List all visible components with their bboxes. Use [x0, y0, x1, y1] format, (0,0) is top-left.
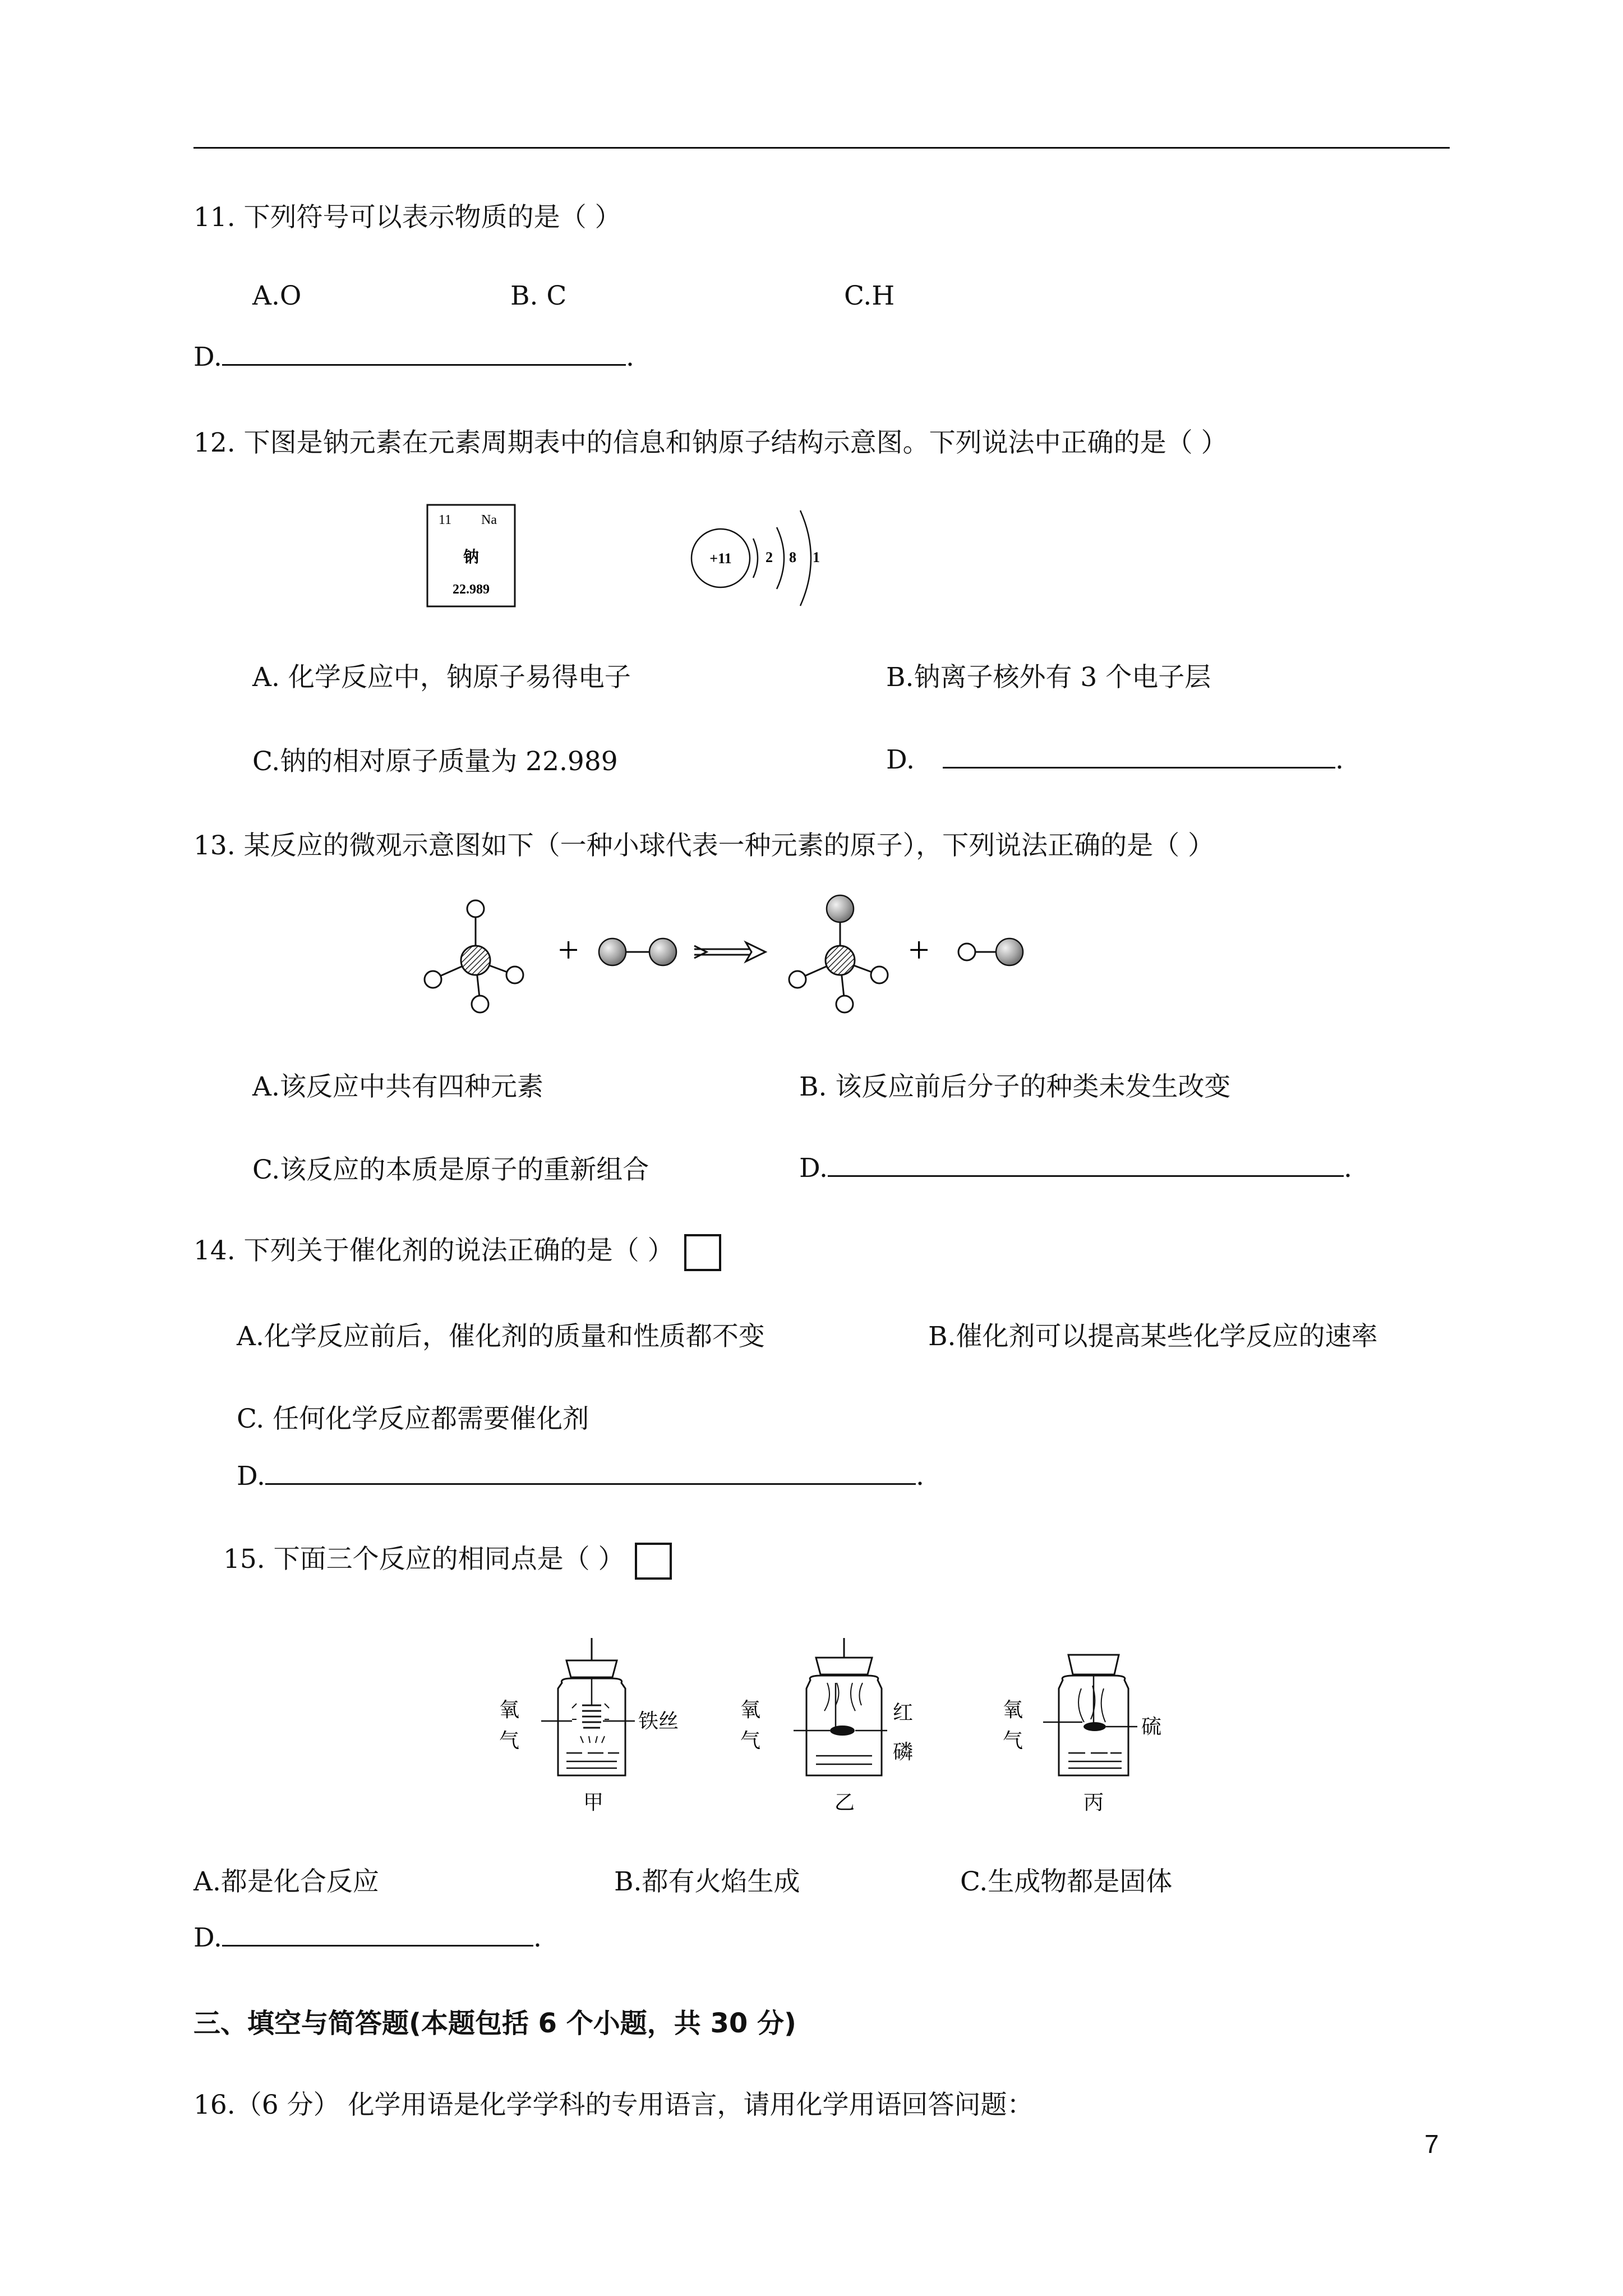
jar-3-caption: 丙 [1083, 1791, 1104, 1814]
jar-2-caption: 乙 [834, 1791, 855, 1814]
question-11-stem: 11. 下列符号可以表示物质的是（ ） [193, 202, 621, 233]
option-d-end: . [533, 1922, 542, 1953]
question-14-option-b: B.催化剂可以提高某些化学反应的速率 [928, 1321, 1378, 1352]
jar-3-gas-top: 氧 [1003, 1699, 1023, 1721]
answer-blank[interactable] [943, 740, 1335, 769]
reactant-molecule-1 [425, 900, 523, 1013]
jar-1-gas-top: 氧 [499, 1699, 520, 1721]
question-15-option-a: A.都是化合反应 [193, 1866, 379, 1897]
question-14-text: 14. 下列关于催化剂的说法正确的是（ ） [193, 1235, 674, 1266]
product-molecule-2 [958, 938, 1023, 965]
question-15-option-c: C.生成物都是固体 [960, 1866, 1173, 1897]
shell-1-count: 2 [766, 549, 773, 565]
question-15-option-d [193, 1918, 542, 1953]
shell-3-count: 1 [813, 549, 820, 565]
reactant-molecule-2 [599, 938, 676, 965]
answer-blank[interactable] [222, 338, 626, 366]
sodium-periodic-tile [426, 504, 516, 608]
jar-iron-wire [499, 1638, 679, 1814]
question-11-option-c: C.H [844, 280, 895, 311]
option-d-end: . [1335, 744, 1344, 775]
answer-blank[interactable] [828, 1149, 1344, 1177]
question-13-option-b: B. 该反应前后分子的种类未发生改变 [799, 1071, 1231, 1102]
header-rule [193, 147, 1450, 149]
question-14-option-d [237, 1457, 924, 1492]
jar-2-substance-top: 红 [893, 1701, 914, 1724]
option-d-label: D. [193, 342, 222, 372]
jar-2-gas-top: 氧 [740, 1699, 761, 1721]
sodium-atom-structure [687, 499, 838, 617]
option-d-label: D. [237, 1461, 265, 1492]
jar-red-phosphorus [740, 1638, 913, 1814]
plus-sign-1: + [558, 930, 579, 970]
answer-blank[interactable] [222, 1918, 533, 1947]
question-15-option-b: B.都有火焰生成 [614, 1866, 800, 1897]
jar-2-substance-bottom: 磷 [893, 1741, 914, 1763]
question-12-option-b: B.钠离子核外有 3 个电子层 [886, 662, 1211, 693]
nucleus-charge: +11 [709, 550, 732, 567]
product-molecule-1 [789, 895, 888, 1013]
jar-2-gas-bottom: 气 [740, 1729, 761, 1752]
question-13-stem: 13. 某反应的微观示意图如下（一种小球代表一种元素的原子），下列说法正确的是（ ） [193, 830, 1215, 861]
answer-blank[interactable] [265, 1457, 916, 1485]
question-12-stem: 12. 下图是钠元素在元素周期表中的信息和钠原子结构示意图。下列说法中正确的是（ ） [193, 427, 1228, 458]
question-14-option-c: C. 任何化学反应都需要催化剂 [237, 1404, 589, 1434]
question-15-text: 15. 下面三个反应的相同点是（ ） [223, 1544, 625, 1575]
question-12-option-a: A. 化学反应中，钠原子易得电子 [252, 662, 631, 693]
option-d-label: D. [886, 744, 915, 775]
question-13-option-d [799, 1149, 1352, 1184]
question-13-option-a: A.该反应中共有四种元素 [252, 1071, 543, 1102]
jar-1-caption: 甲 [583, 1791, 604, 1814]
option-d-end: . [625, 342, 634, 372]
jar-3-substance: 硫 [1141, 1715, 1162, 1738]
jar-sulfur [1003, 1655, 1161, 1814]
page-number: 7 [1424, 2129, 1439, 2159]
reaction-micro-diagram [415, 892, 1054, 1027]
question-11-option-b: B. C [510, 280, 567, 311]
section-3-title: 三、填空与简答题(本题包括 6 个小题，共 30 分) [193, 2008, 796, 2039]
question-15-stem [223, 1538, 672, 1580]
tile-atomic-number: 11 [439, 513, 452, 527]
jar-1-gas-bottom: 气 [499, 1729, 520, 1752]
option-d-label: D. [799, 1153, 828, 1184]
question-11-option-d [193, 338, 634, 372]
jar-3-gas-bottom: 气 [1003, 1729, 1023, 1752]
jar-1-substance: 铁丝 [638, 1710, 679, 1732]
combustion-jars-figure [488, 1627, 1183, 1829]
question-11-option-a: A.O [252, 280, 302, 311]
question-13-option-c: C.该反应的本质是原子的重新组合 [252, 1154, 649, 1185]
tile-mass: 22.989 [453, 582, 490, 597]
answer-box[interactable] [684, 1234, 721, 1271]
question-12-option-d [886, 740, 1344, 775]
plus-sign-2: + [909, 930, 930, 970]
shell-2-count: 8 [789, 549, 796, 565]
option-d-end: . [1343, 1153, 1352, 1184]
answer-box[interactable] [635, 1543, 672, 1580]
question-12-option-c: C.钠的相对原子质量为 22.989 [252, 746, 618, 777]
option-d-label: D. [193, 1922, 222, 1953]
reaction-arrow-icon [694, 942, 766, 961]
question-14-option-a: A.化学反应前后，催化剂的质量和性质都不变 [237, 1321, 765, 1352]
option-d-end: . [915, 1461, 924, 1492]
tile-name: 钠 [463, 549, 479, 566]
question-16-stem: 16.（6 分） 化学用语是化学学科的专用语言，请用化学用语回答问题： [193, 2090, 1034, 2120]
tile-symbol: Na [481, 513, 497, 527]
question-14-stem [193, 1230, 721, 1271]
